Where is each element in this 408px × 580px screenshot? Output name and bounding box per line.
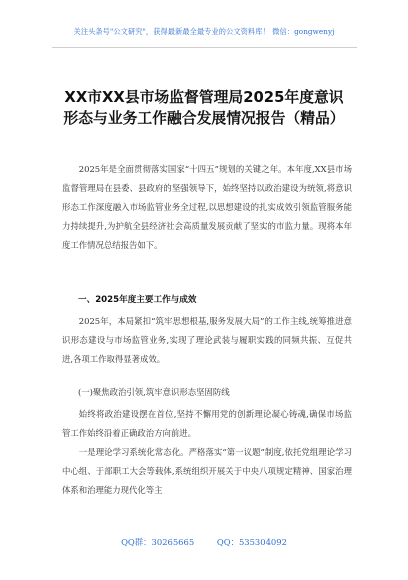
title-line-1: XX市XX县市场监督管理局2025年度意识 xyxy=(64,89,344,106)
title-line-2: 形态与业务工作融合发展情况报告（精品） xyxy=(63,110,345,127)
section1-paragraph: 2025年，本局紧扣“筑牢思想根基,服务发展大局”的工作主线,统筹推进意识形态建设与市场监管业务,实现了理论武装与履职实践的同频共振、互促共进,各项工作取得显著成效。 xyxy=(62,316,352,364)
header-divider xyxy=(52,47,357,48)
subsection-heading-1: (一)聚焦政治引领,筑牢意识形态坚固防线 xyxy=(78,387,230,397)
footer-qq-group: QQ群：30265665 xyxy=(121,537,195,547)
footer-contact xyxy=(0,536,408,548)
subsection1-paragraph-2: 一是理论学习系统化常态化。严格落实“第一议题”制度,依托党组理论学习中心组、于部职工大会等载体,系统组织开展关于中央八项规定精神、国家治理体系和治理能力现代化等主 xyxy=(62,447,352,495)
subsection1-body xyxy=(62,405,352,500)
footer-qq: QQ：535304092 xyxy=(216,537,287,547)
section1-body xyxy=(62,312,352,369)
subsection1-paragraph-1: 始终将政治建设摆在首位,坚持不懈用党的创新理论凝心铸魂,确保市场监管工作始终沿着正确政治方向前进。 xyxy=(62,409,352,438)
section-heading-1: 一、2025年度主要工作与成效 xyxy=(78,295,197,305)
document-title xyxy=(0,87,408,129)
intro-section xyxy=(62,160,352,255)
header-banner: 关注头条号"公文研究"，获得最新最全最专业的公文资料库！ 微信：gongwenyj xyxy=(73,27,335,36)
intro-paragraph: 2025年是全面贯彻落实国家“十四五”规划的关键之年。本年度,XX县市场监督管理局在县委、县政府的坚强领导下，始终坚持以政治建设为统领,将意识形态工作深度融入市场监管业务全过程,以思想建设的扎实成效引领监管服务能力持续提升,为护航全县经济社会高质量发展贡献了坚实的市监力量。现将本年度工作情况总结报告如下。 xyxy=(62,164,352,250)
